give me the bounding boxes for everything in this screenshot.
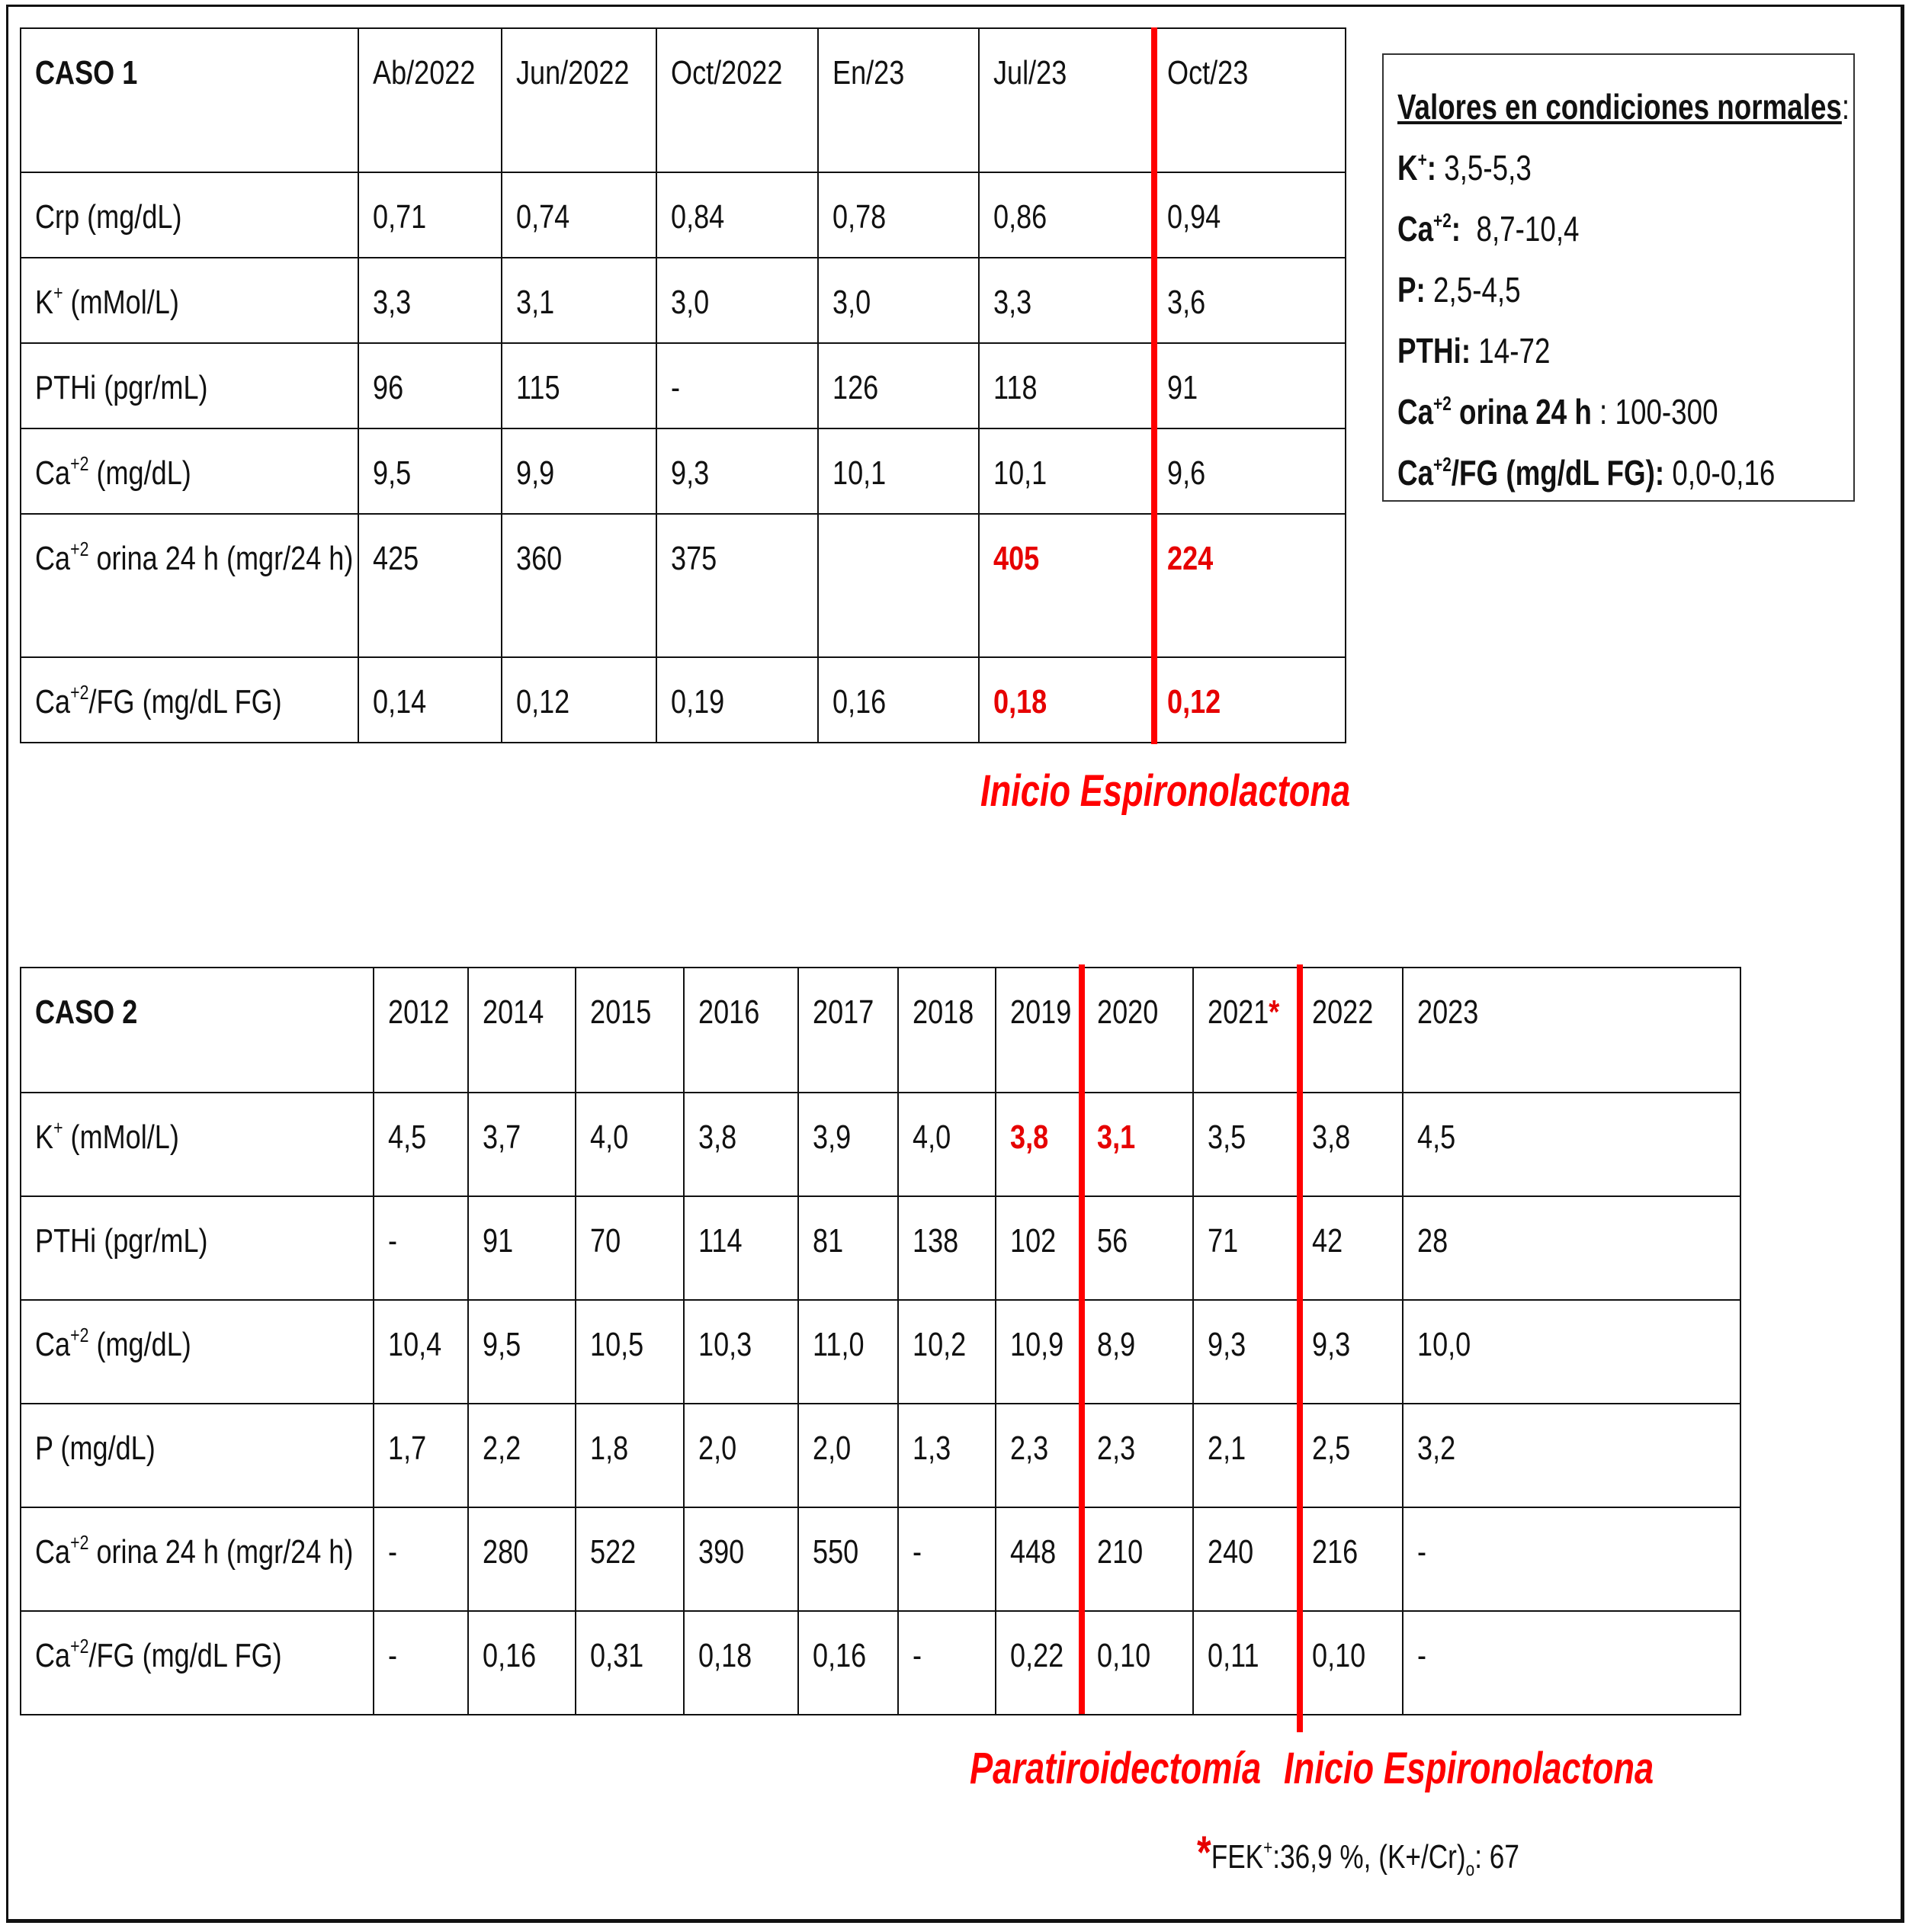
table-cell: 0,16: [818, 657, 979, 743]
table-cell: 102: [996, 1196, 1083, 1300]
row-label: Crp (mg/dL): [21, 172, 358, 258]
table-cell: 126: [818, 343, 979, 428]
table-cell: 9,6: [1153, 428, 1346, 514]
table-cell: 10,1: [979, 428, 1153, 514]
table-cell: 0,12: [502, 657, 656, 743]
table-cell: 10,4: [374, 1300, 468, 1404]
caso2-header-cell: 2023: [1403, 968, 1740, 1093]
table-cell: 3,3: [358, 258, 502, 343]
normal-value-item: P: 2,5-4,5: [1397, 270, 1521, 310]
caso1-header-cell: En/23: [818, 28, 979, 172]
table-cell: 91: [1153, 343, 1346, 428]
caso1-marker-line: [1151, 27, 1157, 744]
table-cell: 3,8: [996, 1093, 1083, 1196]
caso1-title: CASO 1: [21, 28, 358, 172]
caso1-marker-label: Inicio Espironolactona: [980, 766, 1351, 816]
table-cell: 0,18: [684, 1611, 798, 1715]
table-row: [21, 1507, 1740, 1611]
caso2-header-cell: 2016: [684, 968, 798, 1093]
table-cell: 2,0: [684, 1404, 798, 1507]
normal-value-item: $Ca^{+2}/FG$ (mg/dL FG): 0,0-0,16: [1397, 452, 1776, 493]
table-row: [21, 1300, 1740, 1404]
table-cell: 3,9: [798, 1093, 898, 1196]
table-row: [21, 1093, 1740, 1196]
table-cell: 8,9: [1083, 1300, 1193, 1404]
table-cell: 81: [798, 1196, 898, 1300]
normal-values-heading: Valores en condiciones normales:: [1397, 87, 1850, 127]
table-cell: 2,5: [1298, 1404, 1403, 1507]
caso2-marker-line-espironolactona: [1297, 964, 1303, 1732]
table-cell: 2,0: [798, 1404, 898, 1507]
table-cell: 0,11: [1193, 1611, 1298, 1715]
row-label: K+ (mMol/L): [21, 1093, 374, 1196]
row-label: $Ca^{+2}$ (mg/dL): [21, 1300, 374, 1404]
table-cell: 0,31: [576, 1611, 684, 1715]
caso1-header-cell: Oct/23: [1153, 28, 1346, 172]
caso2-header-cell: 2012: [374, 968, 468, 1093]
table-cell: -: [1403, 1507, 1740, 1611]
table-cell: [818, 514, 979, 657]
caso2-header-cell: 2014: [468, 968, 576, 1093]
table-cell: 114: [684, 1196, 798, 1300]
table-cell: 522: [576, 1507, 684, 1611]
table-cell: -: [898, 1507, 996, 1611]
table-cell: 240: [1193, 1507, 1298, 1611]
table-cell: -: [1403, 1611, 1740, 1715]
table-cell: 3,6: [1153, 258, 1346, 343]
table-cell: 280: [468, 1507, 576, 1611]
caso2-header-cell: 2019: [996, 968, 1083, 1093]
table-cell: 0,10: [1083, 1611, 1193, 1715]
caso2-marker-label-paratiroidectomia: Paratiroidectomía: [970, 1744, 1262, 1793]
table-cell: 216: [1298, 1507, 1403, 1611]
table-cell: 0,94: [1153, 172, 1346, 258]
table-cell: 210: [1083, 1507, 1193, 1611]
table-cell: 0,86: [979, 172, 1153, 258]
table-row: [21, 1611, 1740, 1715]
table-cell: 28: [1403, 1196, 1740, 1300]
row-label: $Ca^{+2}/FG$ (mg/dL FG): [21, 1611, 374, 1715]
caso2-header-cell: 2018: [898, 968, 996, 1093]
footnote-asterisk: *: [1197, 1827, 1211, 1878]
table-row: [21, 1404, 1740, 1507]
caso2-marker-label-espironolactona: Inicio Espironolactona: [1284, 1744, 1654, 1793]
table-cell: 70: [576, 1196, 684, 1300]
table-cell: 0,18: [979, 657, 1153, 743]
table-cell: 3,1: [502, 258, 656, 343]
table-cell: 224: [1153, 514, 1346, 657]
table-cell: 10,9: [996, 1300, 1083, 1404]
table-cell: 0,84: [656, 172, 818, 258]
table-cell: 9,3: [1298, 1300, 1403, 1404]
table-cell: 3,2: [1403, 1404, 1740, 1507]
caso1-header-cell: Ab/2022: [358, 28, 502, 172]
table-cell: 2,1: [1193, 1404, 1298, 1507]
normal-values-box: [1382, 53, 1855, 502]
caso1-header-cell: Oct/2022: [656, 28, 818, 172]
table-cell: 71: [1193, 1196, 1298, 1300]
table-cell: 405: [979, 514, 1153, 657]
caso1-header-cell: Jul/23: [979, 28, 1153, 172]
caso1-table: [20, 27, 1346, 743]
normal-value-item: K+: 3,5-5,3: [1397, 147, 1532, 188]
table-cell: 0,14: [358, 657, 502, 743]
caso2-header-cell: 2020: [1083, 968, 1193, 1093]
table-cell: 10,5: [576, 1300, 684, 1404]
header-asterisk: *: [1269, 993, 1280, 1031]
table-cell: 96: [358, 343, 502, 428]
table-cell: 0,16: [798, 1611, 898, 1715]
table-cell: 42: [1298, 1196, 1403, 1300]
table-cell: 0,78: [818, 172, 979, 258]
table-cell: 9,5: [468, 1300, 576, 1404]
table-cell: -: [898, 1611, 996, 1715]
table-cell: 425: [358, 514, 502, 657]
table-cell: 10,1: [818, 428, 979, 514]
table-cell: 0,71: [358, 172, 502, 258]
caso2-header-cell: 2017: [798, 968, 898, 1093]
table-cell: 4,0: [898, 1093, 996, 1196]
table-cell: 10,0: [1403, 1300, 1740, 1404]
row-label: K+ (mMol/L): [21, 258, 358, 343]
table-cell: 138: [898, 1196, 996, 1300]
caso2-header-cell: 2022: [1298, 968, 1403, 1093]
table-cell: 4,5: [1403, 1093, 1740, 1196]
table-cell: -: [374, 1196, 468, 1300]
table-cell: 0,10: [1298, 1611, 1403, 1715]
footnote: *FEK+:36,9 %, $(K+/Cr)_o$: 67: [1197, 1827, 1519, 1880]
table-cell: 3,1: [1083, 1093, 1193, 1196]
table-cell: 360: [502, 514, 656, 657]
table-cell: 550: [798, 1507, 898, 1611]
table-cell: 1,7: [374, 1404, 468, 1507]
table-cell: 3,8: [1298, 1093, 1403, 1196]
table-cell: 3,8: [684, 1093, 798, 1196]
table-cell: 3,3: [979, 258, 1153, 343]
table-row: [21, 343, 1346, 428]
normal-value-item: $Ca^{+2}$ orina 24 h : 100-300: [1397, 391, 1718, 432]
table-cell: 91: [468, 1196, 576, 1300]
table-cell: -: [374, 1507, 468, 1611]
table-cell: 375: [656, 514, 818, 657]
table-cell: 1,8: [576, 1404, 684, 1507]
table-cell: 0,22: [996, 1611, 1083, 1715]
table-cell: 10,3: [684, 1300, 798, 1404]
table-cell: 448: [996, 1507, 1083, 1611]
caso2-marker-line-paratiroidectomia: [1079, 964, 1085, 1714]
table-cell: 0,12: [1153, 657, 1346, 743]
table-cell: 118: [979, 343, 1153, 428]
table-row: [21, 514, 1346, 657]
table-row: [21, 657, 1346, 743]
normal-value-item: PTHi: 14-72: [1397, 331, 1551, 371]
table-row: [21, 258, 1346, 343]
caso2-table: [20, 967, 1741, 1715]
table-cell: 2,3: [996, 1404, 1083, 1507]
table-cell: 4,0: [576, 1093, 684, 1196]
caso2-header-cell: 2015: [576, 968, 684, 1093]
row-label: P (mg/dL): [21, 1404, 374, 1507]
table-cell: 4,5: [374, 1093, 468, 1196]
normal-value-item: $Ca^{+2}$: 8,7-10,4: [1397, 208, 1580, 249]
table-cell: 3,0: [818, 258, 979, 343]
table-cell: 56: [1083, 1196, 1193, 1300]
table-cell: 3,0: [656, 258, 818, 343]
table-cell: -: [656, 343, 818, 428]
row-label: $Ca^{+2}$ (mg/dL): [21, 428, 358, 514]
table-cell: 390: [684, 1507, 798, 1611]
table-row: [21, 172, 1346, 258]
caso2-header-cell: 2021*: [1193, 968, 1298, 1093]
table-cell: 3,5: [1193, 1093, 1298, 1196]
caso2-header-row: [21, 968, 1740, 1093]
table-cell: 3,7: [468, 1093, 576, 1196]
table-cell: 0,74: [502, 172, 656, 258]
table-cell: 10,2: [898, 1300, 996, 1404]
row-label: PTHi (pgr/mL): [21, 343, 358, 428]
table-cell: 2,2: [468, 1404, 576, 1507]
table-cell: 11,0: [798, 1300, 898, 1404]
table-cell: 0,16: [468, 1611, 576, 1715]
row-label: $Ca^{+2}$ orina 24 h (mgr/24 h): [21, 1507, 374, 1611]
caso2-title: CASO 2: [21, 968, 374, 1093]
caso1-header-row: [21, 28, 1346, 172]
table-row: [21, 428, 1346, 514]
row-label: $Ca^{+2}$ orina 24 h (mgr/24 h): [21, 514, 358, 657]
table-cell: 115: [502, 343, 656, 428]
caso1-header-cell: Jun/2022: [502, 28, 656, 172]
table-cell: 9,9: [502, 428, 656, 514]
row-label: $Ca^{+2}/FG$ (mg/dL FG): [21, 657, 358, 743]
table-cell: 9,5: [358, 428, 502, 514]
table-cell: 2,3: [1083, 1404, 1193, 1507]
row-label: PTHi (pgr/mL): [21, 1196, 374, 1300]
table-cell: 1,3: [898, 1404, 996, 1507]
table-cell: 9,3: [1193, 1300, 1298, 1404]
table-cell: -: [374, 1611, 468, 1715]
table-cell: 9,3: [656, 428, 818, 514]
table-cell: 0,19: [656, 657, 818, 743]
table-row: [21, 1196, 1740, 1300]
